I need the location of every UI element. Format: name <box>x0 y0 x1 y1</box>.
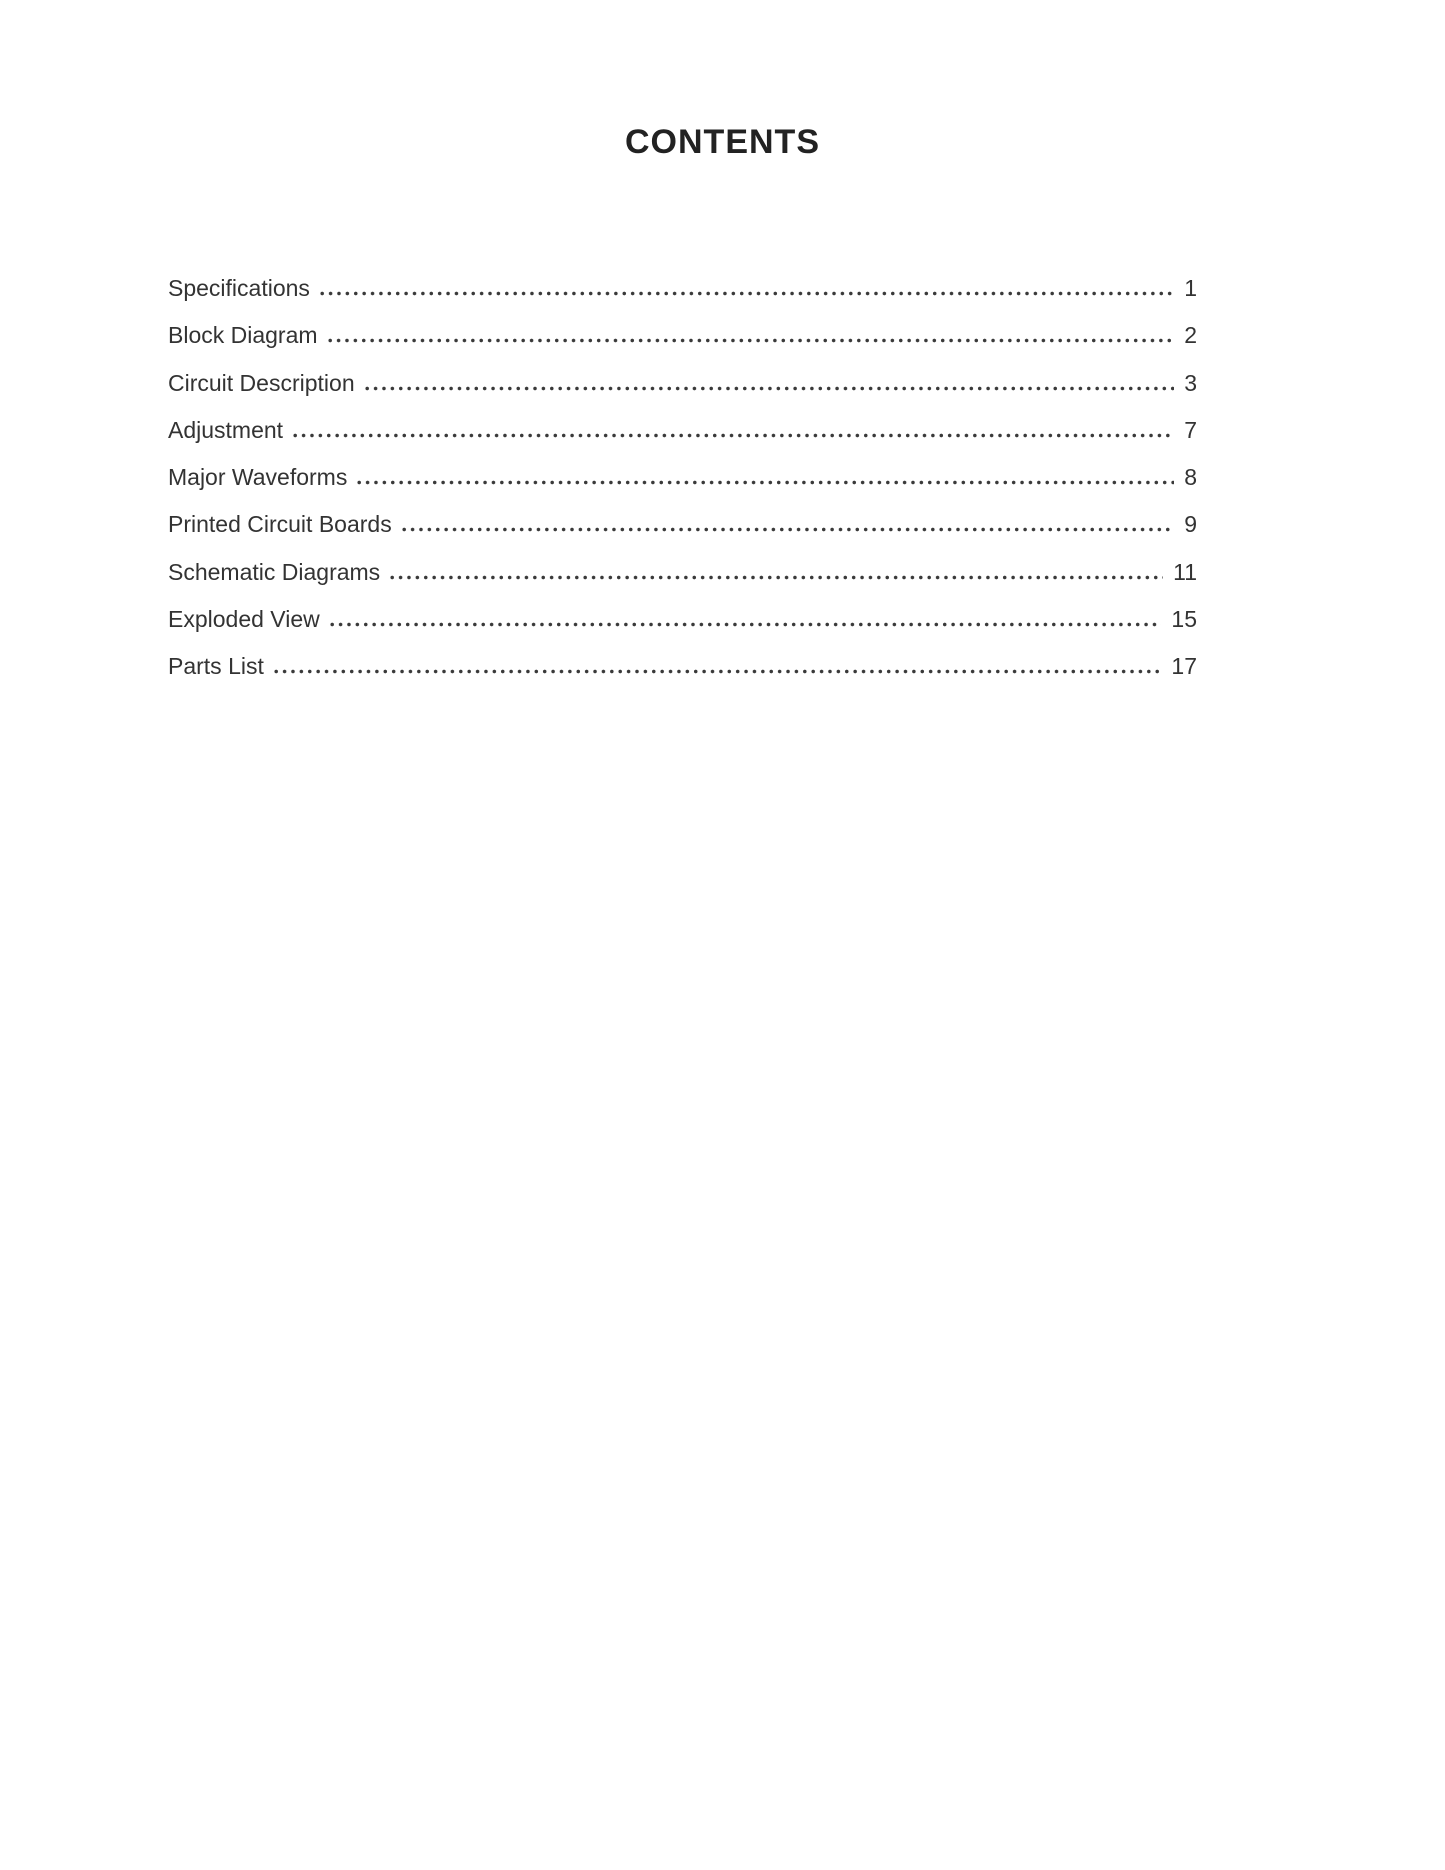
dot-leader <box>400 527 1175 532</box>
toc-entry-page-number: 17 <box>1171 653 1197 680</box>
toc-entry-label: Printed Circuit Boards <box>168 511 392 538</box>
dot-leader <box>363 386 1175 391</box>
table-of-contents <box>168 274 1197 680</box>
toc-entry-page-number: 2 <box>1184 322 1197 349</box>
toc-entry-label: Exploded View <box>168 606 320 633</box>
dot-leader <box>272 669 1162 674</box>
dot-leader <box>388 575 1163 580</box>
toc-entry-label: Block Diagram <box>168 322 318 349</box>
toc-entry-schematic-diagrams <box>168 558 1197 586</box>
toc-entry-page-number: 15 <box>1171 606 1197 633</box>
toc-entry-major-waveforms <box>168 463 1197 491</box>
dot-leader <box>355 480 1174 485</box>
toc-entry-label: Schematic Diagrams <box>168 558 381 585</box>
toc-entry-adjustment <box>168 416 1197 444</box>
toc-entry-label: Parts List <box>168 653 264 680</box>
toc-entry-page-number: 1 <box>1184 275 1197 301</box>
dot-leader <box>326 338 1175 343</box>
toc-entry-label: Specifications <box>168 275 310 301</box>
dot-leader <box>328 622 1162 627</box>
toc-entry-block-diagram <box>168 321 1197 349</box>
toc-entry-page-number: 8 <box>1184 464 1197 491</box>
page-title: CONTENTS <box>625 123 820 161</box>
toc-entry-label: Adjustment <box>168 416 284 443</box>
toc-entry-label: Major Waveforms <box>168 464 348 491</box>
toc-entry-printed-circuit-boards <box>168 510 1197 538</box>
toc-entry-parts-list <box>168 652 1197 680</box>
toc-entry-circuit-description <box>168 369 1197 397</box>
dot-leader <box>291 433 1174 438</box>
toc-entry-page-number: 3 <box>1184 369 1197 396</box>
dot-leader <box>318 291 1174 296</box>
toc-entry-page-number: 7 <box>1184 416 1197 443</box>
toc-entry-exploded-view <box>168 605 1197 633</box>
toc-entry-page-number: 9 <box>1184 511 1197 538</box>
toc-entry-specifications <box>168 274 1197 302</box>
toc-entry-label: Circuit Description <box>168 369 355 396</box>
toc-entry-page-number: 11 <box>1173 558 1197 585</box>
